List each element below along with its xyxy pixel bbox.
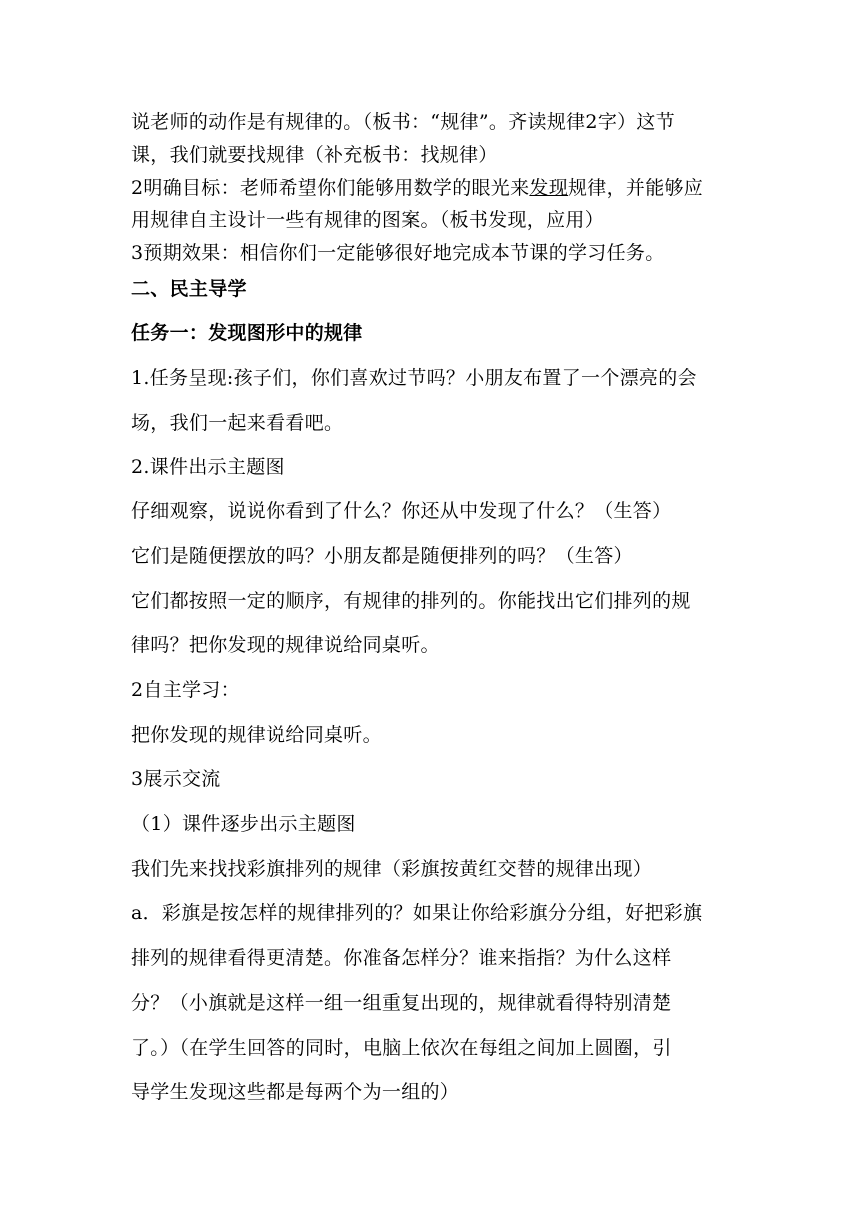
goal-underlined-text: 发现 [529, 177, 568, 199]
goal-text-a: 2明确目标：老师希望你们能够用数学的眼光来 [131, 177, 530, 199]
paragraph-line: 场，我们一起来看看吧。 [131, 412, 344, 434]
paragraph-line: 排列的规律看得更清楚。你准备怎样分？谁来指指？为什么这样 [131, 947, 672, 969]
paragraph-line: 我们先来找找彩旗排列的规律（彩旗按黄红交替的规律出现） [131, 858, 653, 880]
paragraph-line: 2自主学习： [131, 679, 240, 701]
paragraph-line: 它们都按照一定的顺序，有规律的排列的。你能找出它们排列的规 [131, 590, 691, 612]
paragraph-line: a．彩旗是按怎样的规律排列的？如果让你给彩旗分分组，好把彩旗 [131, 902, 703, 924]
paragraph-line: 分？（小旗就是这样一组一组重复出现的，规律就看得特别清楚 [131, 992, 672, 1014]
paragraph-line: 2.课件出示主题图 [131, 456, 285, 478]
paragraph-line: 了。）（在学生回答的同时，电脑上依次在每组之间加上圆圈，引 [131, 1037, 672, 1059]
paragraph-line: 它们是随便摆放的吗？小朋友都是随便排列的吗？（生答） [131, 545, 633, 567]
paragraph-line: 3展示交流 [131, 768, 221, 790]
section-heading: 二、民主导学 [131, 278, 247, 300]
intro-line-5: 3预期效果：相信你们一定能够很好地完成本节课的学习任务。 [131, 242, 665, 264]
intro-line-2: 课，我们就要找规律（补充板书：找规律） [131, 144, 498, 166]
goal-line [131, 176, 703, 200]
paragraph-line: 导学生发现这些都是每两个为一组的） [131, 1081, 460, 1103]
intro-line-4: 用规律自主设计一些有规律的图案。（板书发现，应用） [131, 209, 605, 231]
paragraph-line: 律吗？把你发现的规律说给同桌听。 [131, 634, 440, 656]
paragraph-line: （1）课件逐步出示主题图 [131, 813, 356, 835]
intro-line-1: 说老师的动作是有规律的。（板书：“规律”。齐读规律2字）这节 [131, 111, 676, 133]
goal-text-b: 规律，并能够应 [568, 177, 704, 199]
paragraph-line: 仔细观察，说说你看到了什么？你还从中发现了什么？（生答） [131, 500, 672, 522]
paragraph-line: 把你发现的规律说给同桌听。 [131, 724, 382, 746]
task-heading: 任务一：发现图形中的规律 [131, 322, 363, 344]
paragraph-line: 1.任务呈现:孩子们，你们喜欢过节吗？小朋友布置了一个漂亮的会 [131, 367, 697, 389]
